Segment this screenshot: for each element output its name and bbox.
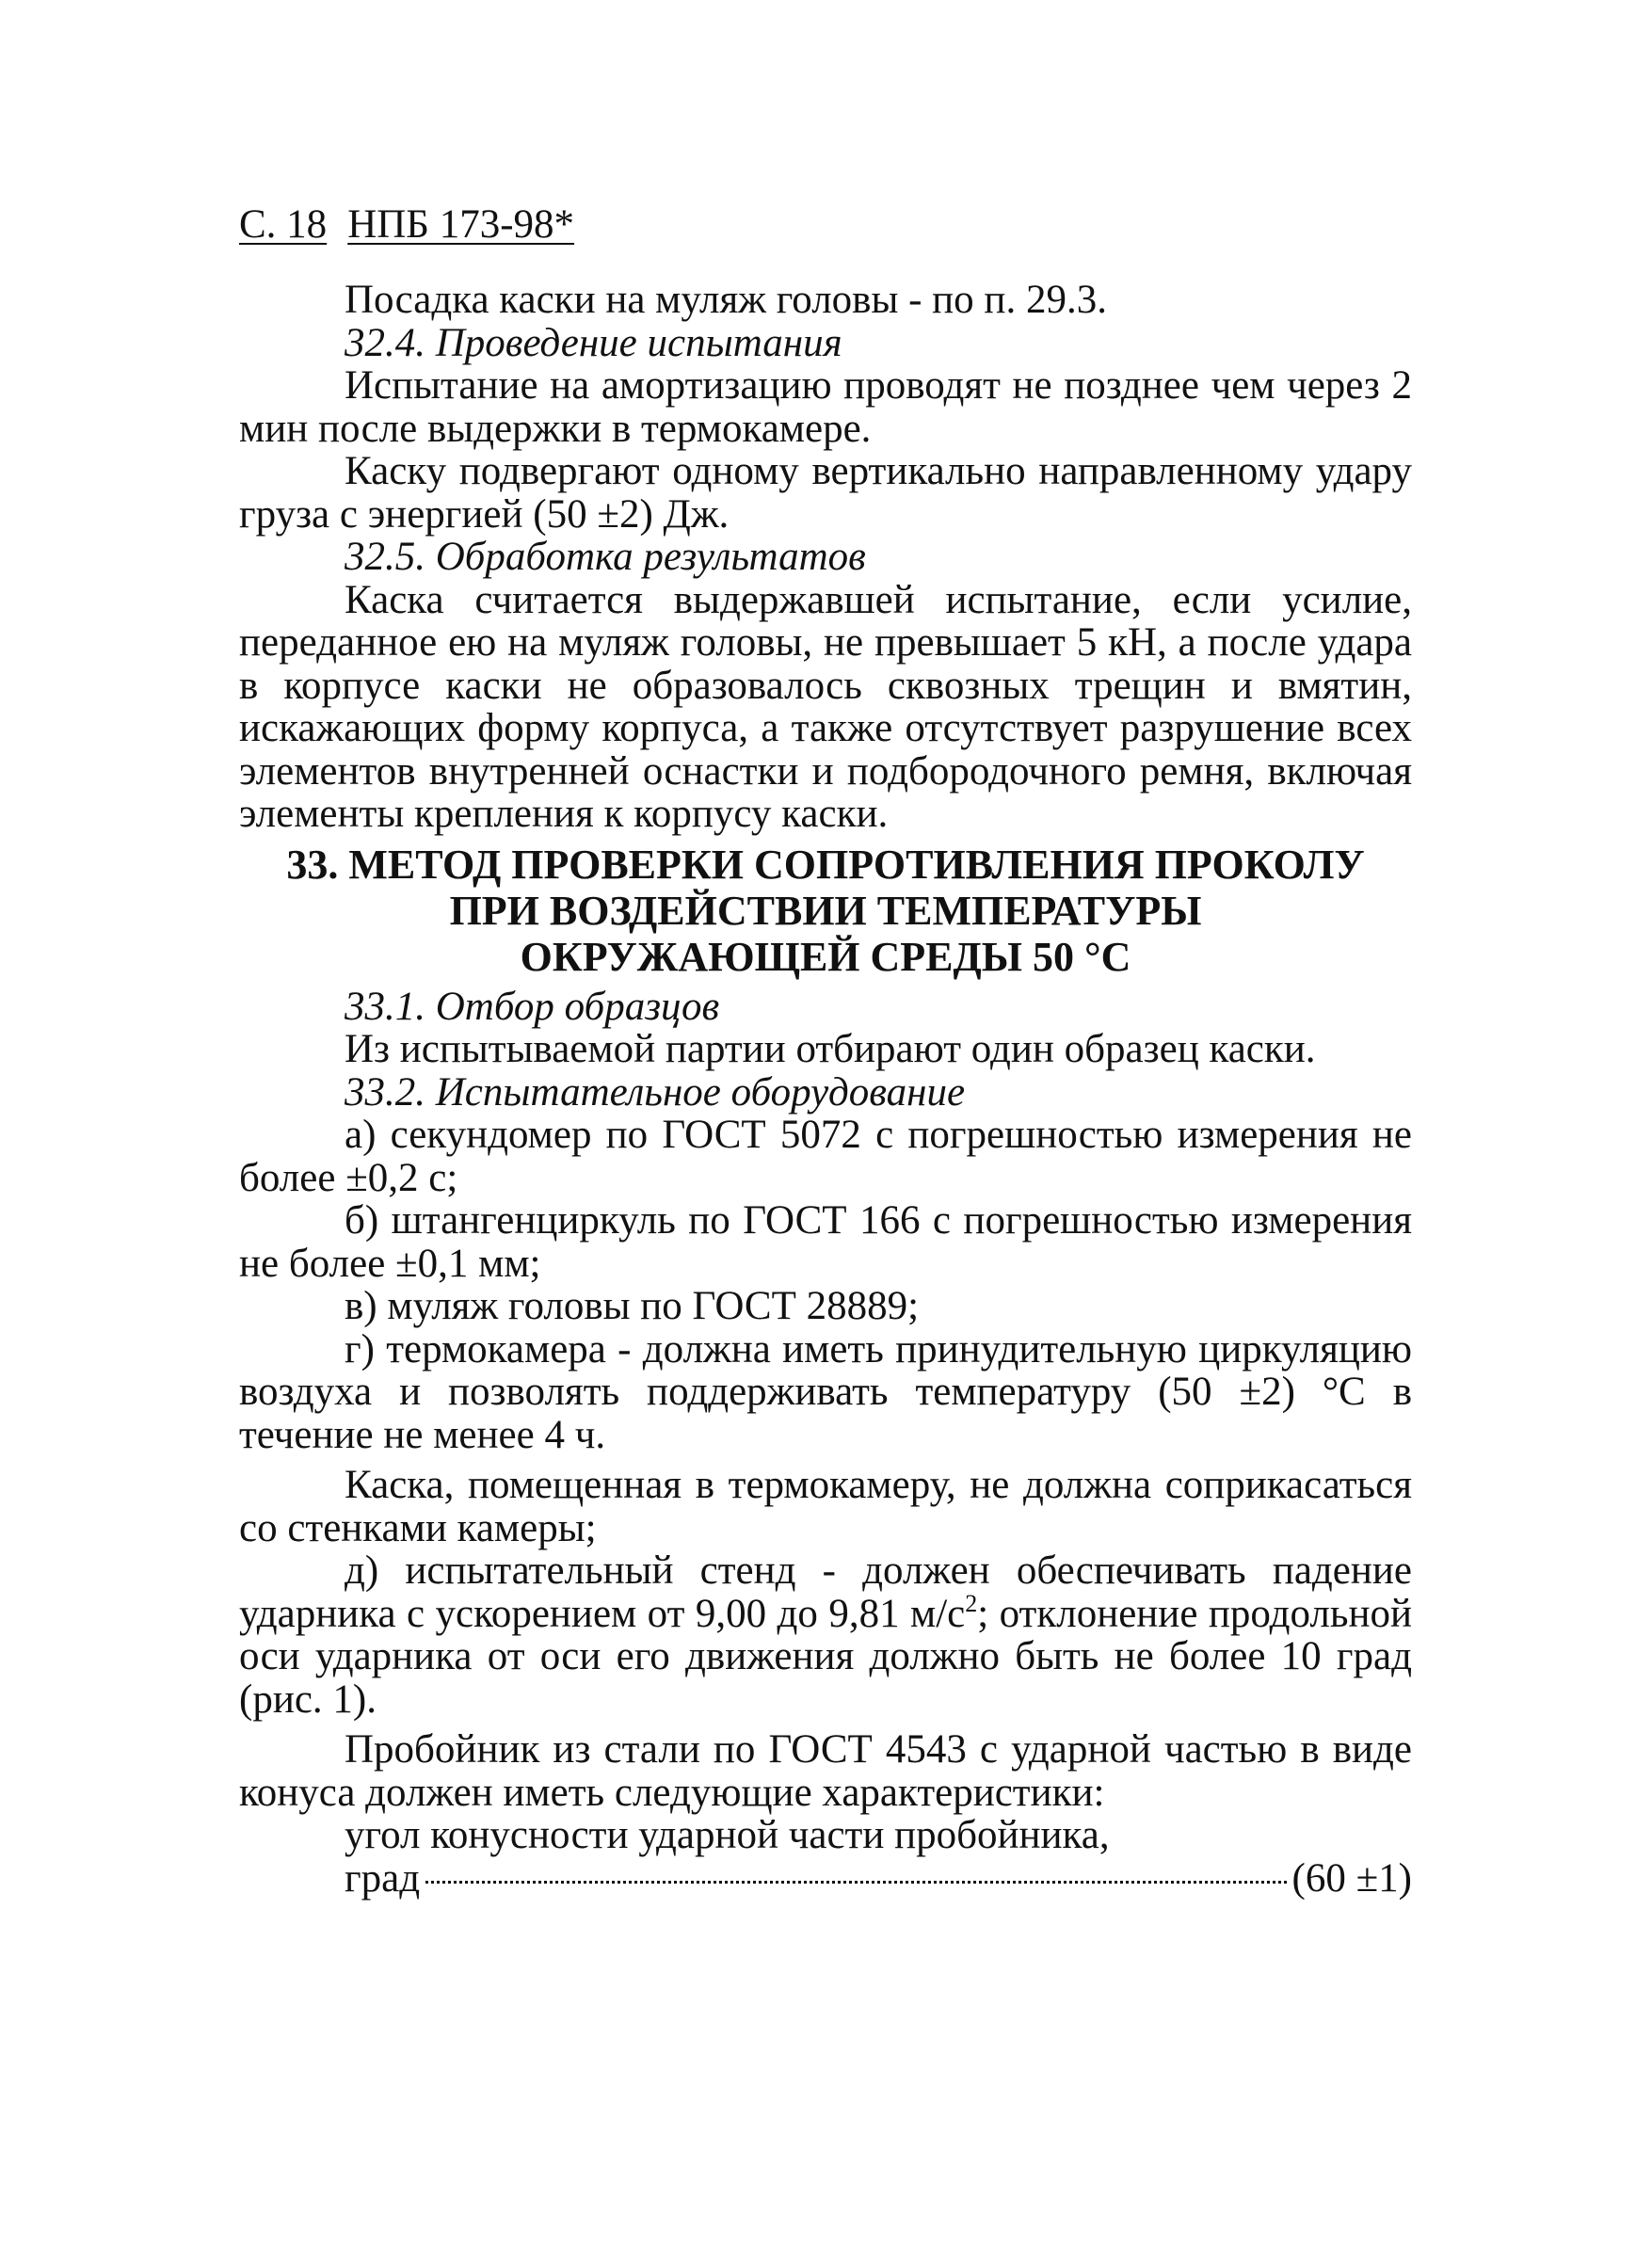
dot-leader [425,1881,1286,1884]
list-item-text: ; отклонение продольной оси ударника от оси его движения должно быть не более 10 град (рис. 1). [239,1591,1413,1722]
document-body [239,279,1412,1900]
page-header [239,201,574,249]
section-heading-line: ПРИ ВОЗДЕЙСТВИИ ТЕМПЕРАТУРЫ [449,887,1202,934]
subsection-title: 32.4. Проведение испытания [345,320,842,365]
list-item [239,1549,1412,1721]
paragraph: Пробойник из стали по ГОСТ 4543 с ударной частью в виде конуса должен иметь следующие характеристики: [239,1727,1412,1815]
section-heading-line: 33. МЕТОД ПРОВЕРКИ СОПРОТИВЛЕНИЯ ПРОКОЛУ [286,841,1365,888]
spec-row [239,1857,1412,1901]
subsection-title: 33.2. Испытательное оборудование [345,1069,966,1115]
list-item: б) штангенциркуль по ГОСТ 166 с погрешностью измерения не более ±0,1 мм; [239,1198,1412,1286]
paragraph: Каска считается выдержавшей испытание, если усилие, переданное ею на муляж головы, не превышает 5 кН, а после удара в корпусе каски не образовалось сквозных трещин и вмятин, искажающих форму корпуса, а также отсутствует разрушение всех элементов внутренней оснастки и подбородочного ремня, включая элементы крепления к корпусу каски. [239,577,1412,836]
section-heading [239,842,1412,980]
list-item: г) термокамера - должна иметь принудительную циркуляцию воздуха и позволять поддерживать температуру (50 ±2) °С в течение не менее 4 ч. [239,1326,1412,1457]
paragraph: Каска, помещенная в термокамеру, не должна соприкасаться со стенками камеры; [239,1463,1412,1550]
paragraph: Посадка каски на муляж головы - по п. 29.3. [345,278,1107,322]
paragraph: Каску подвергают одному вертикально направленному удару груза с энергией (50 ±2) Дж. [239,449,1412,537]
spec-label: угол конусности ударной части пробойника, [345,1813,1110,1857]
list-item-text: д) испытательный стенд - должен обеспечивать падение ударника с ускорением от 9,00 до 9,81 м/с [239,1548,1412,1636]
section-heading-line: ОКРУЖАЮЩЕЙ СРЕДЫ 50 °С [520,933,1131,980]
spec-value: (60 ±1) [1291,1855,1412,1901]
subsection-title: 33.1. Отбор образцов [345,984,720,1029]
spec-unit: град [345,1855,421,1901]
page-number: С. 18 [239,202,328,247]
list-item: а) секундомер по ГОСТ 5072 с погрешностью измерения не более ±0,2 с; [239,1113,1412,1200]
superscript: 2 [965,1589,978,1617]
list-item: в) муляж головы по ГОСТ 28889; [345,1284,920,1328]
paragraph: Испытание на амортизацию проводят не позднее чем через 2 мин после выдержки в термокамере. [239,363,1412,451]
subsection-title: 32.5. Обработка результатов [345,535,866,579]
document-code: НПБ 173-98* [347,202,575,247]
paragraph: Из испытываемой партии отбирают один образец каски. [345,1027,1316,1071]
